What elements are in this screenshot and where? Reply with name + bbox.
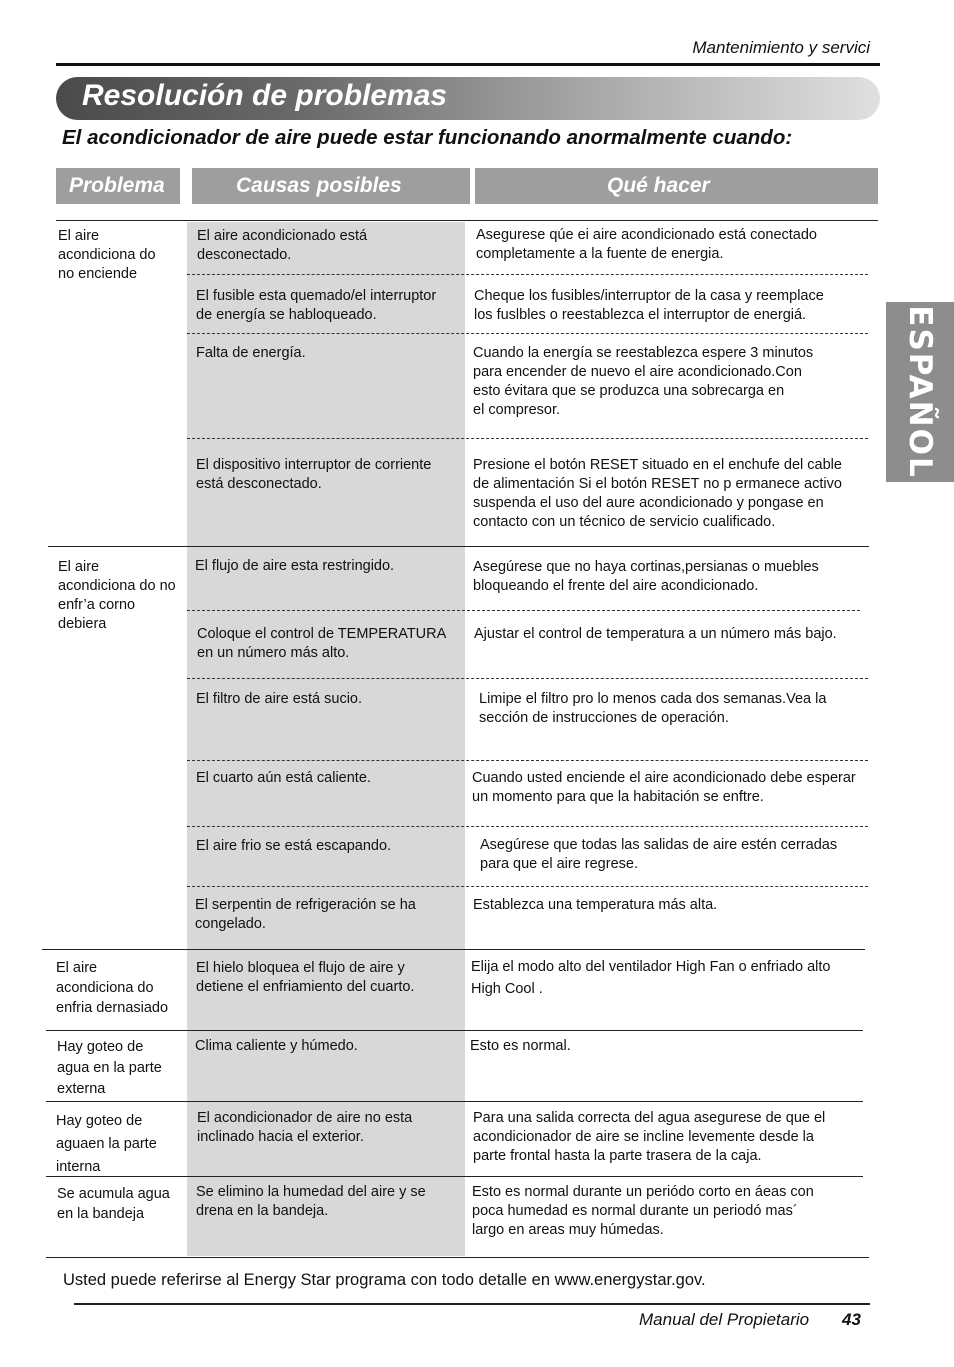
footer-manual-title: Manual del Propietario: [639, 1310, 810, 1329]
group-rule: [48, 546, 869, 547]
group-rule: [46, 1176, 863, 1177]
page-subtitle: El acondicionador de aire puede estar funcionando anormalmente cuando:: [62, 126, 793, 149]
action-cell: Asegúrese que no haya cortinas,persianas o muebles bloqueando el frente del aire acondicionado.: [473, 559, 819, 594]
action-cell: Asegúrese que todas las salidas de aire estén cerradas para que el aire regrese.: [480, 837, 838, 872]
cause-cell: El filtro de aire está sucio.: [196, 691, 363, 707]
page-title: Resolución de problemas: [82, 79, 448, 112]
cause-cell: El dispositivo interruptor de corriente está desconectado.: [196, 457, 432, 492]
cause-cell: Se elimino la humedad del aire y se drena en la bandeja.: [196, 1184, 426, 1219]
section-header: Mantenimiento y servici: [692, 38, 870, 57]
group-rule: [46, 1101, 863, 1102]
cause-cell: El cuarto aún está caliente.: [196, 770, 371, 786]
problem-cell: Se acumula agua en la bandeja: [57, 1186, 170, 1222]
action-cell: Establezca una temperatura más alta.: [473, 897, 718, 913]
energy-star-note: Usted puede referirse al Energy Star programa con todo detalle en www.energystar.gov.: [63, 1271, 706, 1289]
column-header-problem: Problema: [56, 168, 180, 204]
action-cell: Cheque los fusibles/interruptor de la casa y reemplace los fuslbles o reestablezca el interruptor de energiá.: [474, 288, 824, 323]
action-cell: Esto es normal.: [470, 1038, 571, 1054]
cause-cell: El fusible esta quemado/el interruptor de energía se habloqueado.: [196, 288, 437, 323]
problem-cell: El aire acondiciona do no enciende: [58, 228, 156, 282]
cause-cell: El flujo de aire esta restringido.: [195, 558, 395, 574]
table-top-rule: [56, 220, 878, 221]
action-cell: Limipe el filtro pro lo menos cada dos semanas.Vea la sección de instrucciones de operación.: [479, 691, 827, 726]
cause-cell: El acondicionador de aire no esta inclinado hacia el exterior.: [197, 1110, 413, 1145]
cause-cell: El serpentin de refrigeración se ha congelado.: [195, 897, 416, 932]
row-divider: [187, 760, 868, 761]
row-divider: [187, 438, 868, 439]
problem-cell: Hay goteo de aguaen la parte interna: [56, 1113, 157, 1175]
row-divider: [187, 678, 868, 679]
table-bottom-rule: [46, 1257, 869, 1258]
group-rule: [46, 1030, 863, 1031]
row-divider: [187, 886, 868, 887]
header-rule: [56, 63, 880, 66]
action-cell: Asegurese qúe ei aire acondicionado está conectado completamente a la fuente de energia.: [476, 227, 817, 262]
row-divider: [187, 610, 860, 611]
action-cell: Esto es normal durante un periódo corto en áeas con poca humedad es normal durante un periodó mas´ largo en areas muy húmedas.: [472, 1184, 814, 1238]
problem-cell: El aire acondiciona do no enfr’a corno debiera: [58, 559, 176, 632]
column-header-action: Qué hacer: [475, 168, 878, 204]
problem-cell: Hay goteo de agua en la parte externa: [57, 1039, 162, 1097]
action-cell: Para una salida correcta del agua asegurese de que el acondicionador de aire se incline levemente desde la parte frontal hasta la parte trasera de la caja.: [473, 1110, 826, 1164]
language-tab: [886, 302, 954, 482]
row-divider: [187, 333, 868, 334]
problem-cell: El aire acondiciona do enfria dernasiado: [56, 960, 169, 1016]
row-divider: [187, 274, 868, 275]
cause-cell: El hielo bloquea el flujo de aire y detiene el enfriamiento del cuarto.: [196, 960, 415, 995]
action-cell: Cuando la energía se reestablezca espere 3 minutos para encender de nuevo el aire acondicionado.Con esto évitara que se produzca una sobrecarga en el compresor.: [473, 345, 814, 418]
cause-cell: Coloque el control de TEMPERATURA en un número más alto.: [197, 626, 447, 661]
cause-cell: El aire acondicionado está desconectado.: [197, 228, 368, 263]
cause-cell: El aire frio se está escapando.: [196, 838, 392, 854]
cause-cell: Falta de energía.: [196, 345, 306, 361]
action-cell: Presione el botón RESET situado en el enchufe del cable de alimentación Si el botón RESET no p ermanece activo suspenda el uso del aure acondicionado y pongase en contacto con un técnico de servicio cualificado.: [473, 457, 842, 530]
row-divider: [187, 826, 868, 827]
footer-rule: [74, 1303, 870, 1305]
page-number: 43: [842, 1310, 861, 1329]
action-cell: Cuando usted enciende el aire acondicionado debe esperar un momento para que la habitación se enftre.: [472, 770, 856, 805]
group-rule: [42, 949, 865, 950]
action-cell: Ajustar el control de temperatura a un número más bajo.: [474, 626, 837, 642]
cause-cell: Clima caliente y húmedo.: [195, 1038, 358, 1054]
column-header-causes: Causas posibles: [192, 168, 470, 204]
language-tab-label: ESPAÑOL: [902, 305, 938, 479]
action-cell: Elija el modo alto del ventilador High Fan o enfriado alto High Cool .: [471, 959, 831, 997]
